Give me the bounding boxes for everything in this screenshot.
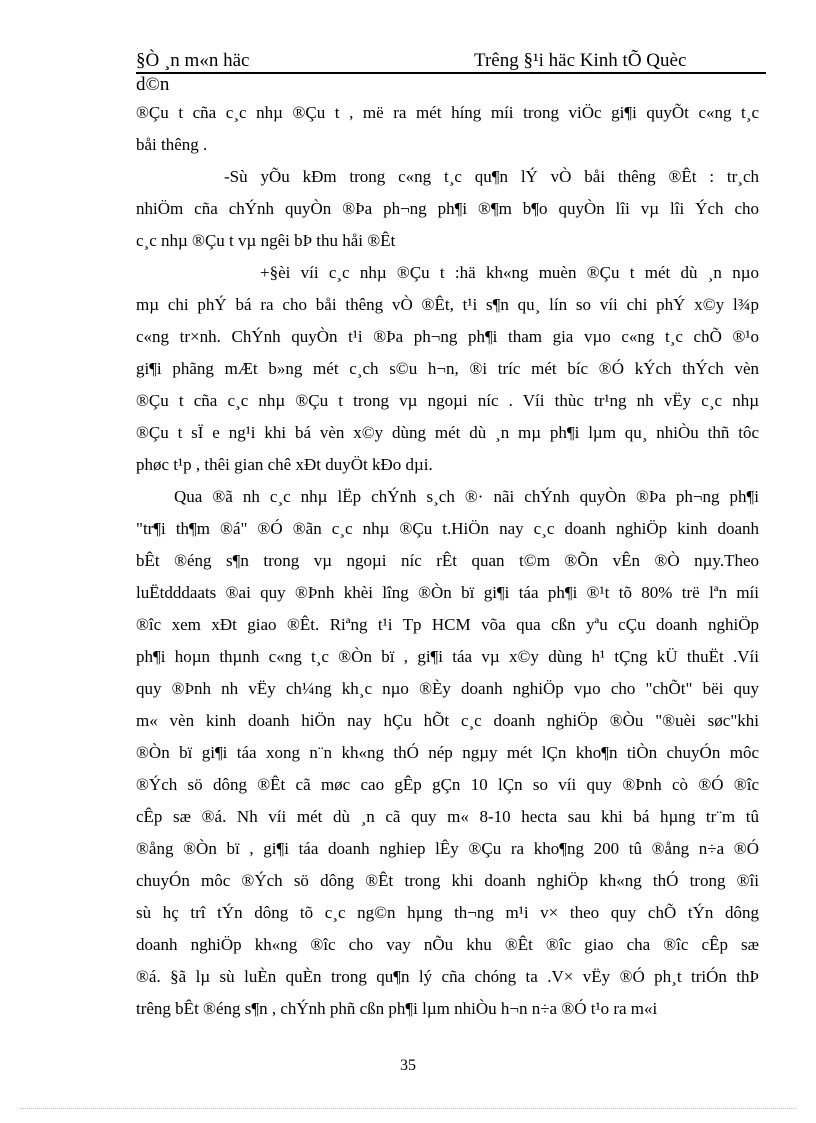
- text-line: nhiÖm cña chÝnh quyÒn ®Þa ph¬ng ph¶i ®¶m b¶o quyÒn lîi vµ lîi Ých cho: [136, 199, 759, 218]
- text-line: ®á. §ã lµ sù luÈn quÈn trong qu¶n lý cña chóng ta .V× vËy ®Ó ph¸t triÓn thÞ: [136, 967, 759, 986]
- document-body: [136, 97, 759, 1025]
- text-line: ®ång ®Òn bï , gi¶i táa doanh nghiep lÊy ®Çu ra kho¶ng 200 tû ®ång n÷a ®Ó: [136, 839, 759, 858]
- paragraph: [136, 257, 759, 481]
- page-number: 35: [400, 1057, 416, 1074]
- text-line: m« vèn kinh doanh hiÖn nay hÇu hÕt c¸c doanh nghiÖp ®Òu "®uèi søc"khi: [136, 711, 759, 730]
- text-line: phøc t¹p , thêi gian chê xÐt duyÖt kÐo dµi.: [136, 455, 433, 474]
- text-line: trêng bÊt ®éng s¶n , chÝnh phñ cßn ph¶i lµm nhiÒu h¬n n÷a ®Ó t¹o ra m«i: [136, 999, 658, 1018]
- paragraph: [136, 97, 759, 161]
- text-line: ®Çu t cña c¸c nhµ ®Çu t trong vµ ngoµi níc . Víi thùc tr¹ng nh vËy c¸c nhµ: [136, 391, 759, 410]
- header-subject: §Ò ¸n m«n häc: [136, 50, 250, 71]
- text-line: "tr¶i th¶m ®á" ®Ó ®ãn c¸c nhµ ®Çu t.HiÖn nay c¸c doanh nghiÖp kinh doanh: [136, 519, 759, 538]
- text-line: ®Òn bï gi¶i táa xong n¨n kh«ng thÓ nép ngµy mét lÇn kho¶n tiÒn chuyÓn môc: [136, 743, 759, 762]
- text-line: Qua ®ã nh c¸c nhµ lËp chÝnh s¸ch ®· nãi chÝnh quyÒn ®Þa ph¬ng ph¶i: [174, 487, 759, 506]
- text-line: cÊp sæ ®á. Nh víi mét dù ¸n cã quy m« 8-10 hecta sau khi bá hµng tr¨m tû: [136, 807, 759, 826]
- text-line: ®Ých sö dông ®Êt cã møc cao gÊp gÇn 10 lÇn so víi quy ®Þnh cò ®Ó ®îc: [136, 775, 759, 794]
- page-header: [136, 50, 766, 74]
- text-line: sù hç trî tÝn dông tõ c¸c ng©n hµng th¬ng m¹i v× theo quy chÕ tÝn dông: [136, 903, 759, 922]
- text-line: ®îc xem xÐt giao ®Êt. Riªng t¹i Tp HCM võa qua cßn yªu cÇu doanh nghiÖp: [136, 615, 759, 634]
- text-line: luËtdddaats ®ai quy ®Þnh khèi lîng ®Òn bï gi¶i táa ph¶i ®¹t tõ 80% trë lªn míi: [136, 583, 759, 602]
- text-line: +§èi víi c¸c nhµ ®Çu t :hä kh«ng muèn ®Çu t mét dù ¸n nµo: [260, 263, 759, 282]
- paragraph: [136, 161, 759, 257]
- text-line: båi thêng .: [136, 135, 208, 154]
- text-line: c«ng tr×nh. ChÝnh quyÒn t¹i ®Þa ph¬ng ph¶i tham gia vµo c«ng t¸c chÕ ®¹o: [136, 327, 759, 346]
- text-line: ph¶i hoµn thµnh c«ng t¸c ®Òn bï , gi¶i táa vµ x©y dùng h¹ tÇng kÜ thuËt .Víi: [136, 647, 759, 666]
- text-line: ®Çu t cña c¸c nhµ ®Çu t , më ra mét híng míi trong viÖc gi¶i quyÕt c«ng t¸c: [136, 103, 759, 122]
- text-line: gi¶i phãng mÆt b»ng mét c¸ch s©u h¬n, ®i tríc mét bíc ®Ó kÝch thÝch vèn: [136, 359, 759, 378]
- paragraph: [136, 481, 759, 1025]
- text-line: bÊt ®éng s¶n trong vµ ngoµi níc rÊt quan t©m ®Õn vÊn ®Ò nµy.Theo: [136, 551, 759, 570]
- text-line: doanh nghiÖp kh«ng ®îc cho vay nÕu khu ®Êt ®îc giao cha ®îc cÊp sæ: [136, 935, 759, 954]
- text-line: -Sù yÕu kÐm trong c«ng t¸c qu¶n lÝ vÒ båi thêng ®Êt : tr¸ch: [224, 167, 759, 186]
- text-line: ®Çu t sÏ e ng¹i khi bá vèn x©y dùng mét dù ¸n mµ ph¶i lµm qu¸ nhiÒu thñ tôc: [136, 423, 759, 442]
- text-line: quy ®Þnh nh vËy ch¼ng kh¸c nµo ®Èy doanh nghiÖp vµo cho "chÕt" bëi quy: [136, 679, 759, 698]
- text-line: c¸c nhµ ®Çu t vµ ngêi bÞ thu håi ®Êt: [136, 231, 396, 250]
- page-bottom-border: [20, 1108, 796, 1109]
- header-university: Trêng §¹i häc Kinh tÕ Quèc: [474, 50, 687, 71]
- header-continuation: d©n: [136, 74, 170, 95]
- text-line: chuyÓn môc ®Ých sö dông ®Êt trong khi doanh nghiÖp kh«ng thÓ trong ®îi: [136, 871, 759, 890]
- text-line: mµ chi phÝ bá ra cho båi thêng vÒ ®Êt, t¹i s¶n qu¸ lín so víi chi phÝ x©y l¾p: [136, 295, 759, 314]
